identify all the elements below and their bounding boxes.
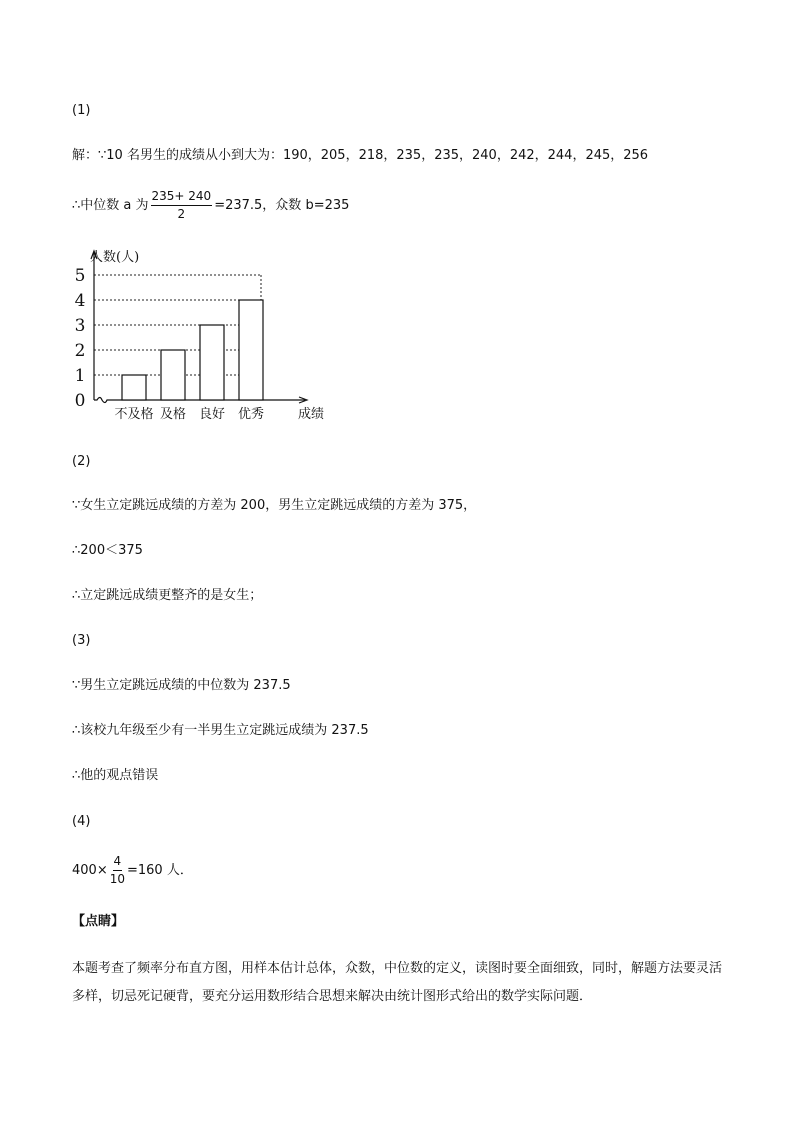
y-tick-label: 3 xyxy=(74,316,86,336)
x-tick-label: 优秀 xyxy=(237,407,265,422)
x-tick-label: 不及格 xyxy=(114,407,154,422)
grade-bar-chart xyxy=(70,245,330,430)
calc-fraction xyxy=(110,854,125,887)
part1-label: (1) xyxy=(72,103,91,118)
part3-line2: ∴该校九年级至少有一半男生立定跳远成绩为 237.5 xyxy=(72,723,369,738)
part3-label: (3) xyxy=(72,633,91,648)
part3-line3: ∴他的观点错误 xyxy=(72,768,159,783)
median-prefix: ∴中位数 a 为 xyxy=(72,198,149,213)
bar xyxy=(122,375,146,400)
bar xyxy=(200,325,224,400)
x-tick-label: 良好 xyxy=(198,407,226,422)
calc-numerator: 4 xyxy=(113,854,123,871)
bar xyxy=(239,300,263,400)
y-tick-label: 0 xyxy=(74,391,86,411)
part2-label: (2) xyxy=(72,454,91,469)
y-tick-label: 4 xyxy=(74,291,86,311)
part2-line2: ∴200＜375 xyxy=(72,543,143,558)
part4-label: (4) xyxy=(72,814,91,829)
part3-line1: ∵男生立定跳远成绩的中位数为 237.5 xyxy=(72,678,291,693)
part2-line3: ∴立定跳远成绩更整齐的是女生； xyxy=(72,588,263,603)
y-axis-label: 人数(人) xyxy=(90,250,140,265)
calc-prefix: 400× xyxy=(72,863,108,878)
x-tick-label: 及格 xyxy=(159,407,187,422)
part2-line1: ∵女生立定跳远成绩的方差为 200，男生立定跳远成绩的方差为 375， xyxy=(72,498,477,513)
median-suffix: =237.5，众数 b=235 xyxy=(214,198,350,213)
part1-solution: 解：∵10 名男生的成绩从小到大为：190，205，218，235，235，240，242，244，245，256 xyxy=(72,148,649,163)
median-numerator: 235+ 240 xyxy=(151,189,213,206)
y-tick-label: 2 xyxy=(74,341,86,361)
median-denominator: 2 xyxy=(177,207,186,221)
y-tick-label: 5 xyxy=(74,266,86,286)
bar xyxy=(161,350,185,400)
comment-title: 【点睛】 xyxy=(72,914,125,929)
calc-line xyxy=(72,854,193,887)
calc-suffix: =160 人． xyxy=(127,863,193,878)
median-line xyxy=(72,189,349,222)
calc-denominator: 10 xyxy=(109,872,125,886)
comment-text: 本题考查了频率分布直方图，用样本估计总体，众数，中位数的定义，读图时要全面细致，同时，解题方法要灵活多样，切忌死记硬背，要充分运用数形结合思想来解决由统计图形式给出的数学实际问题． xyxy=(72,961,723,1004)
median-fraction xyxy=(151,189,213,222)
y-tick-label: 1 xyxy=(74,366,86,386)
x-axis-label: 成绩 xyxy=(297,407,325,422)
